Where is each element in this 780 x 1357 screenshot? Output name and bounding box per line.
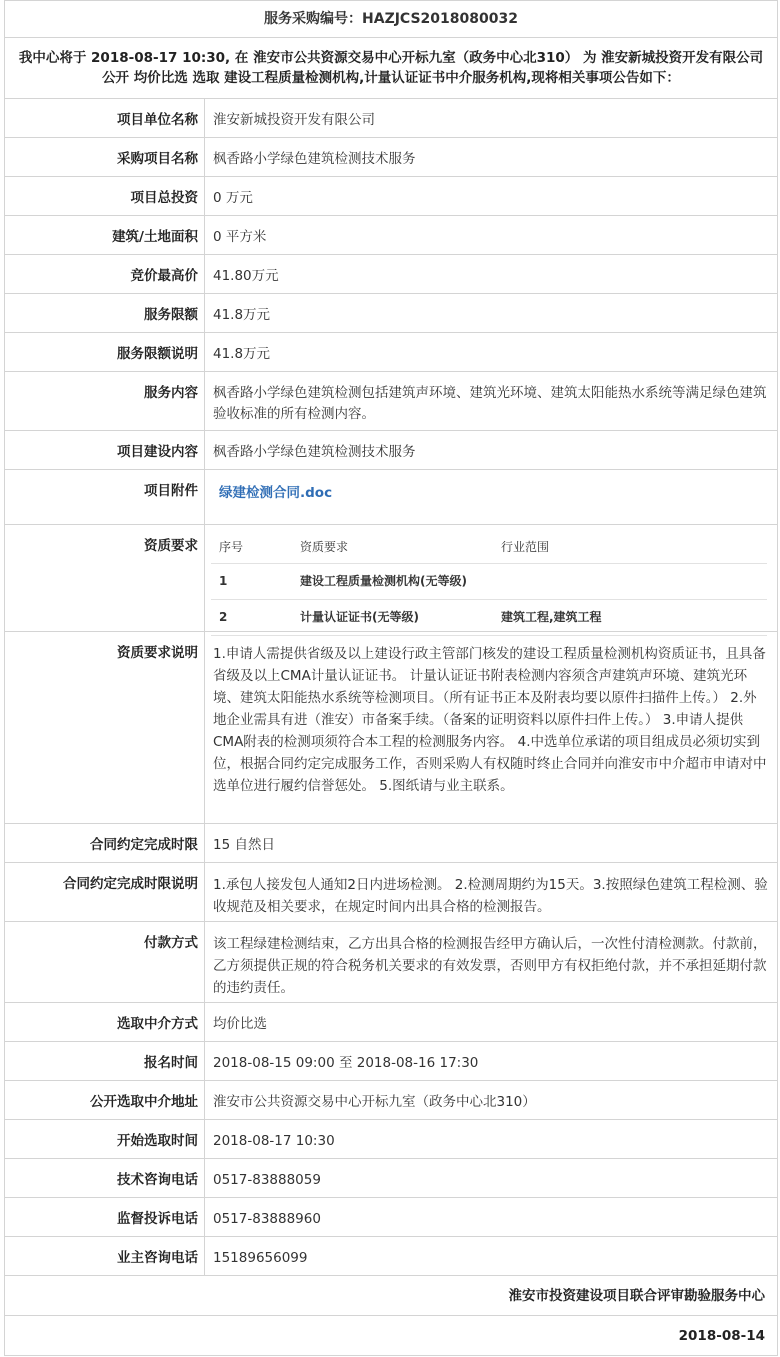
field-value: 枫香路小学绿色建筑检测技术服务: [213, 151, 416, 167]
field-value: 41.8万元: [213, 346, 271, 362]
attachment-link[interactable]: 绿建检测合同.doc: [219, 485, 333, 501]
field-label: 业主咨询电话: [5, 1237, 205, 1275]
row-selection-method: [5, 1003, 777, 1042]
row-start-time: [5, 1120, 777, 1159]
row-attachment: [5, 470, 777, 525]
cell-req: 计量认证证书(无等级): [292, 600, 493, 636]
row-deadline: [5, 824, 777, 863]
field-value: 0 平方米: [213, 229, 267, 245]
field-label: 项目附件: [5, 470, 205, 524]
field-label: 选取中介方式: [5, 1003, 205, 1041]
row-deadline-note: [5, 863, 777, 922]
field-label: 服务限额说明: [5, 333, 205, 371]
field-label: 合同约定完成时限说明: [5, 863, 205, 921]
row-service-limit-note: [5, 333, 777, 372]
cell-no: 2: [211, 600, 292, 636]
row-service-limit: [5, 294, 777, 333]
field-label: 项目单位名称: [5, 99, 205, 137]
field-value: 15189656099: [213, 1250, 308, 1266]
field-value: 41.8万元: [213, 307, 271, 323]
field-label: 监督投诉电话: [5, 1198, 205, 1236]
announcement-intro: 我中心将于 2018-08-17 10:30, 在 淮安市公共资源交易中心开标九室（政务中心北310） 为 淮安新城投资开发有限公司 公开 均价比选 选取 建设工程质量检测机构,计量认证证书中介服务机构,现将相关事项公告如下：: [5, 38, 777, 99]
field-value: 2018-08-17 10:30: [213, 1133, 335, 1149]
field-label: 合同约定完成时限: [5, 824, 205, 862]
field-label: 项目建设内容: [5, 431, 205, 469]
header-no: 序号: [211, 531, 292, 564]
field-label: 开始选取时间: [5, 1120, 205, 1158]
field-value: 1.申请人需提供省级及以上建设行政主管部门核发的建设工程质量检测机构资质证书，且具备省级及以上CMA计量认证证书。 计量认证证书附表检测内容须含声建筑声环境、建筑光环境、建筑太阳能热水系统等检测项目。（所有证书正本及附表均要以原件扫描件上传。） 2.外地企业需具有进（淮安）市备案手续。（备案的证明资料以原件扫件上传。） 3.申请人提供CMA附表的检测项须符合本工程的检测服务内容。 4.中选单位承诺的项目组成员必须切实到位，根据合同约定完成服务工作，否则采购人有权随时终止合同并向淮安市中介超市申请对中选单位进行履约信誉惩处。 5.图纸请与业主联系。: [213, 646, 767, 794]
footer-date: 2018-08-14: [5, 1316, 777, 1356]
table-row: [211, 564, 767, 600]
field-label: 技术咨询电话: [5, 1159, 205, 1197]
field-label: 付款方式: [5, 922, 205, 1002]
row-project-name: [5, 138, 777, 177]
qualification-cell: [205, 525, 777, 631]
field-label: 服务内容: [5, 372, 205, 430]
table-row: [211, 600, 767, 636]
field-label: 公开选取中介地址: [5, 1081, 205, 1119]
field-label: 报名时间: [5, 1042, 205, 1080]
field-value: 41.80万元: [213, 268, 279, 284]
field-label: 资质要求: [5, 525, 205, 631]
field-label: 服务限额: [5, 294, 205, 332]
qualification-header: [211, 531, 767, 564]
row-complaint-phone: [5, 1198, 777, 1237]
field-value: 0517-83888059: [213, 1172, 321, 1188]
qualification-table: [211, 531, 767, 636]
cell-req: 建设工程质量检测机构(无等级): [292, 564, 493, 600]
row-construction-content: [5, 431, 777, 470]
field-value: 该工程绿建检测结束，乙方出具合格的检测报告经甲方确认后，一次性付清检测款。付款前，乙方须提供正规的符合税务机关要求的有效发票，否则甲方有权拒绝付款，并不承担延期付款的违约责任。: [213, 936, 767, 996]
row-tech-phone: [5, 1159, 777, 1198]
row-qualification: [5, 525, 777, 632]
field-value: 0517-83888960: [213, 1211, 321, 1227]
row-service-content: [5, 372, 777, 431]
row-payment: [5, 922, 777, 1003]
field-label: 资质要求说明: [5, 632, 205, 823]
field-label: 建筑/土地面积: [5, 216, 205, 254]
attachment-cell: [205, 470, 777, 524]
field-value: 0 万元: [213, 190, 253, 206]
field-value: 枫香路小学绿色建筑检测技术服务: [213, 444, 416, 460]
field-label: 竞价最高价: [5, 255, 205, 293]
row-max-bid: [5, 255, 777, 294]
field-value: 1.承包人接发包人通知2日内进场检测。 2.检测周期约为15天。3.按照绿色建筑工程检测、验收规范及相关要求，在规定时间内出具合格的检测报告。: [213, 877, 768, 915]
header-scope: 行业范围: [493, 531, 767, 564]
footer-organization: 淮安市投资建设项目联合评审勘验服务中心: [5, 1276, 777, 1316]
row-registration-time: [5, 1042, 777, 1081]
announcement-table: [4, 0, 778, 1356]
row-area: [5, 216, 777, 255]
row-selection-address: [5, 1081, 777, 1120]
field-label: 项目总投资: [5, 177, 205, 215]
field-value: 15 自然日: [213, 837, 275, 853]
header-req: 资质要求: [292, 531, 493, 564]
field-value: 均价比选: [213, 1016, 267, 1032]
row-total-investment: [5, 177, 777, 216]
cell-scope: 建筑工程,建筑工程: [493, 600, 767, 636]
field-value: 2018-08-15 09:00 至 2018-08-16 17:30: [213, 1055, 479, 1071]
field-value: 淮安新城投资开发有限公司: [213, 112, 375, 128]
row-owner-phone: [5, 1237, 777, 1276]
cell-no: 1: [211, 564, 292, 600]
cell-scope: [493, 564, 767, 600]
field-label: 采购项目名称: [5, 138, 205, 176]
field-value: 枫香路小学绿色建筑检测包括建筑声环境、建筑光环境、建筑太阳能热水系统等满足绿色建筑验收标准的所有检测内容。: [213, 385, 767, 422]
row-qualification-note: [5, 632, 777, 824]
row-project-unit: [5, 99, 777, 138]
field-value: 淮安市公共资源交易中心开标九室（政务中心北310）: [213, 1094, 536, 1110]
page-title: 服务采购编号：HAZJCS2018080032: [5, 1, 777, 38]
